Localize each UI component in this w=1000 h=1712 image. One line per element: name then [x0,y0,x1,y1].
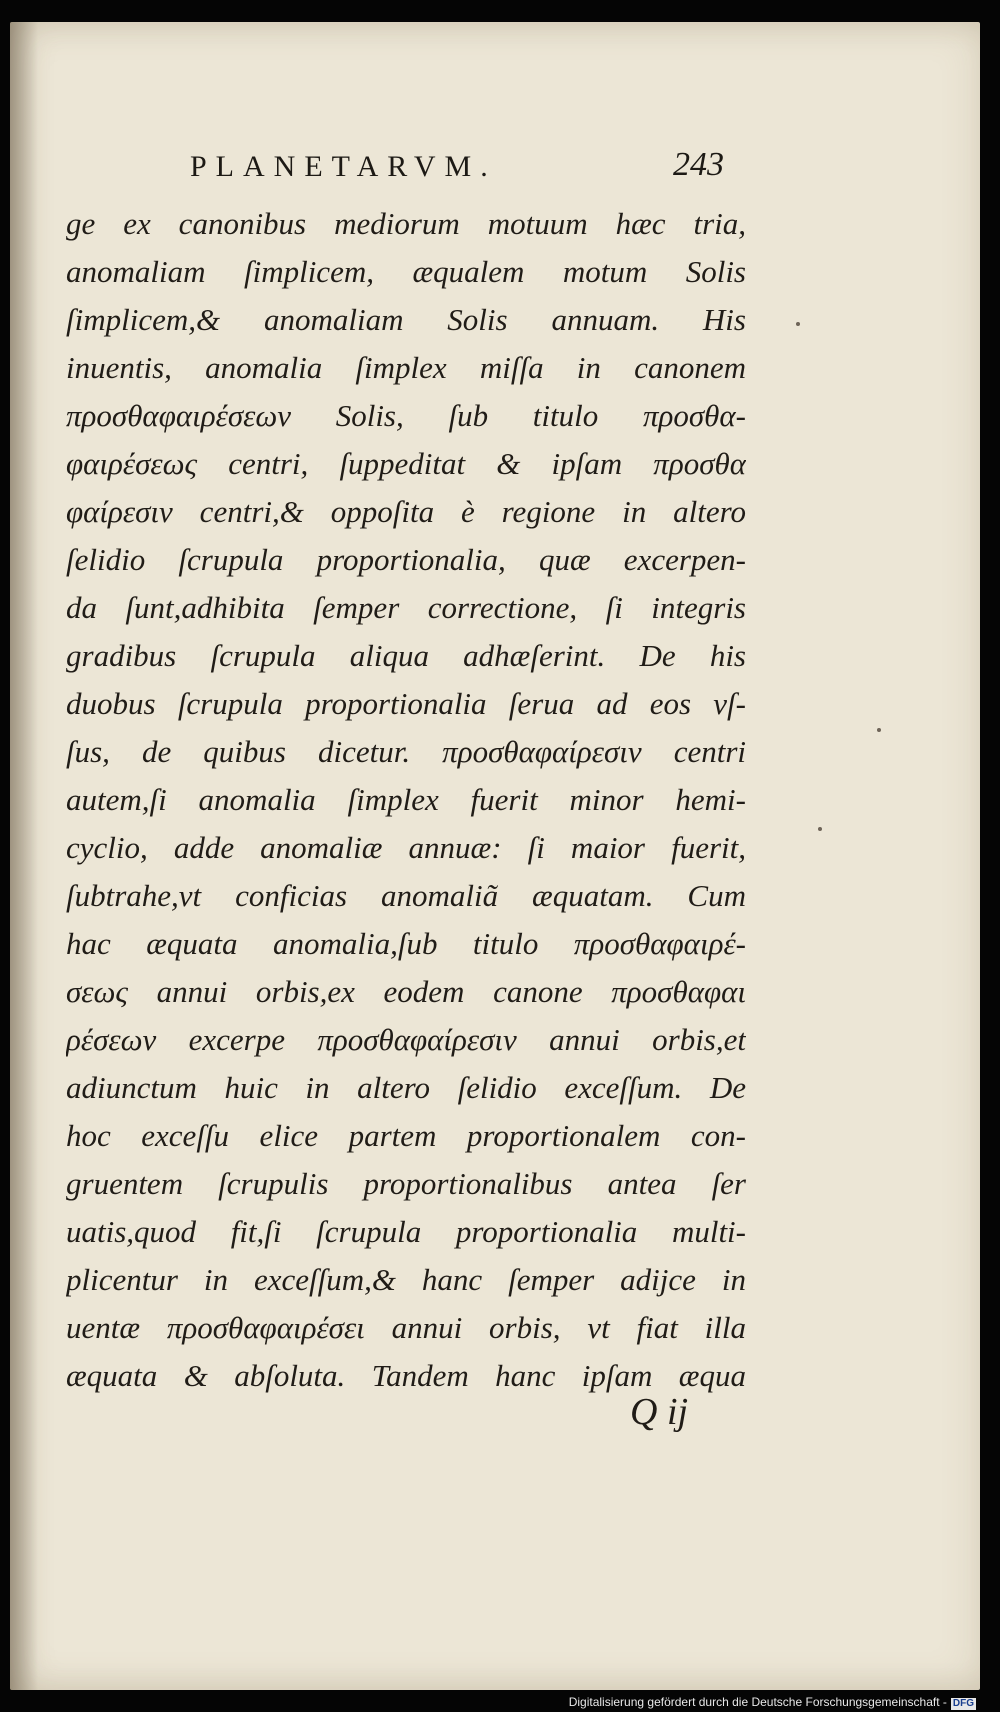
digitization-credit [569,1695,976,1710]
text-line: hoc exceſſu elice partem proportionalem con- [66,1118,746,1153]
text-line: anomaliam ſimplicem, æqualem motum Solis [66,254,746,289]
text-line: inuentis, anomalia ſimplex miſſa in canonem [66,350,746,385]
text-line: ſus, de quibus dicetur. προσθαφαίρεσιν centri [66,734,746,769]
page-number: 243 [673,146,724,183]
text-line: σεως annui orbis,ex eodem canone προσθαφαι [66,974,746,1009]
text-line: da ſunt,adhibita ſemper correctione, ſi integris [66,590,746,625]
text-line: uatis,quod fit,ſi ſcrupula proportionalia multi- [66,1214,746,1249]
text-line: hac æquata anomalia,ſub titulo προσθαφαιρέ- [66,926,746,961]
dfg-logo: DFG [952,1698,974,1709]
text-line: φαιρέσεως centri, ſuppeditat & ipſam προσθα [66,446,746,481]
paper-speck [877,728,881,732]
text-line: autem,ſi anomalia ſimplex fuerit minor hemi- [66,782,746,817]
running-head: PLANETARVM. [190,150,497,183]
text-line: cyclio, adde anomaliæ annuæ: ſi maior fuerit, [66,830,746,865]
paper-speck [818,827,822,831]
text-line: προσθαφαιρέσεων Solis, ſub titulo προσθα- [66,398,746,433]
text-line: ſimplicem,& anomaliam Solis annuam. His [66,302,746,337]
text-line: æquata & abſoluta. Tandem hanc ipſam æqua [66,1358,746,1393]
text-line: adiunctum huic in altero ſelidio exceſſum. De [66,1070,746,1105]
body-text [66,200,746,1400]
text-line: uentæ προσθαφαιρέσει annui orbis, vt fiat illa [66,1310,746,1345]
text-line: gradibus ſcrupula aliqua adhæſerint. De his [66,638,746,673]
text-line: ge ex canonibus mediorum motuum hæc tria, [66,206,746,241]
text-line: ſubtrahe,vt conficias anomaliã æquatam. Cum [66,878,746,913]
text-line: φαίρεσιν centri,& oppoſita è regione in altero [66,494,746,529]
text-line: plicentur in exceſſum,& hanc ſemper adijce in [66,1262,746,1297]
text-line: duobus ſcrupula proportionalia ſerua ad eos vſ- [66,686,746,721]
text-line: ρέσεων excerpe προσθαφαίρεσιν annui orbis,et [66,1022,746,1057]
signature-mark: Q ij [630,1391,689,1433]
paper-speck [796,322,800,326]
credit-text: Digitalisierung gefördert durch die Deutsche Forschungsgemeinschaft - [568,1695,947,1709]
text-line: ſelidio ſcrupula proportionalia, quæ excerpen- [66,542,746,577]
text-line: gruentem ſcrupulis proportionalibus antea ſer [66,1166,746,1201]
